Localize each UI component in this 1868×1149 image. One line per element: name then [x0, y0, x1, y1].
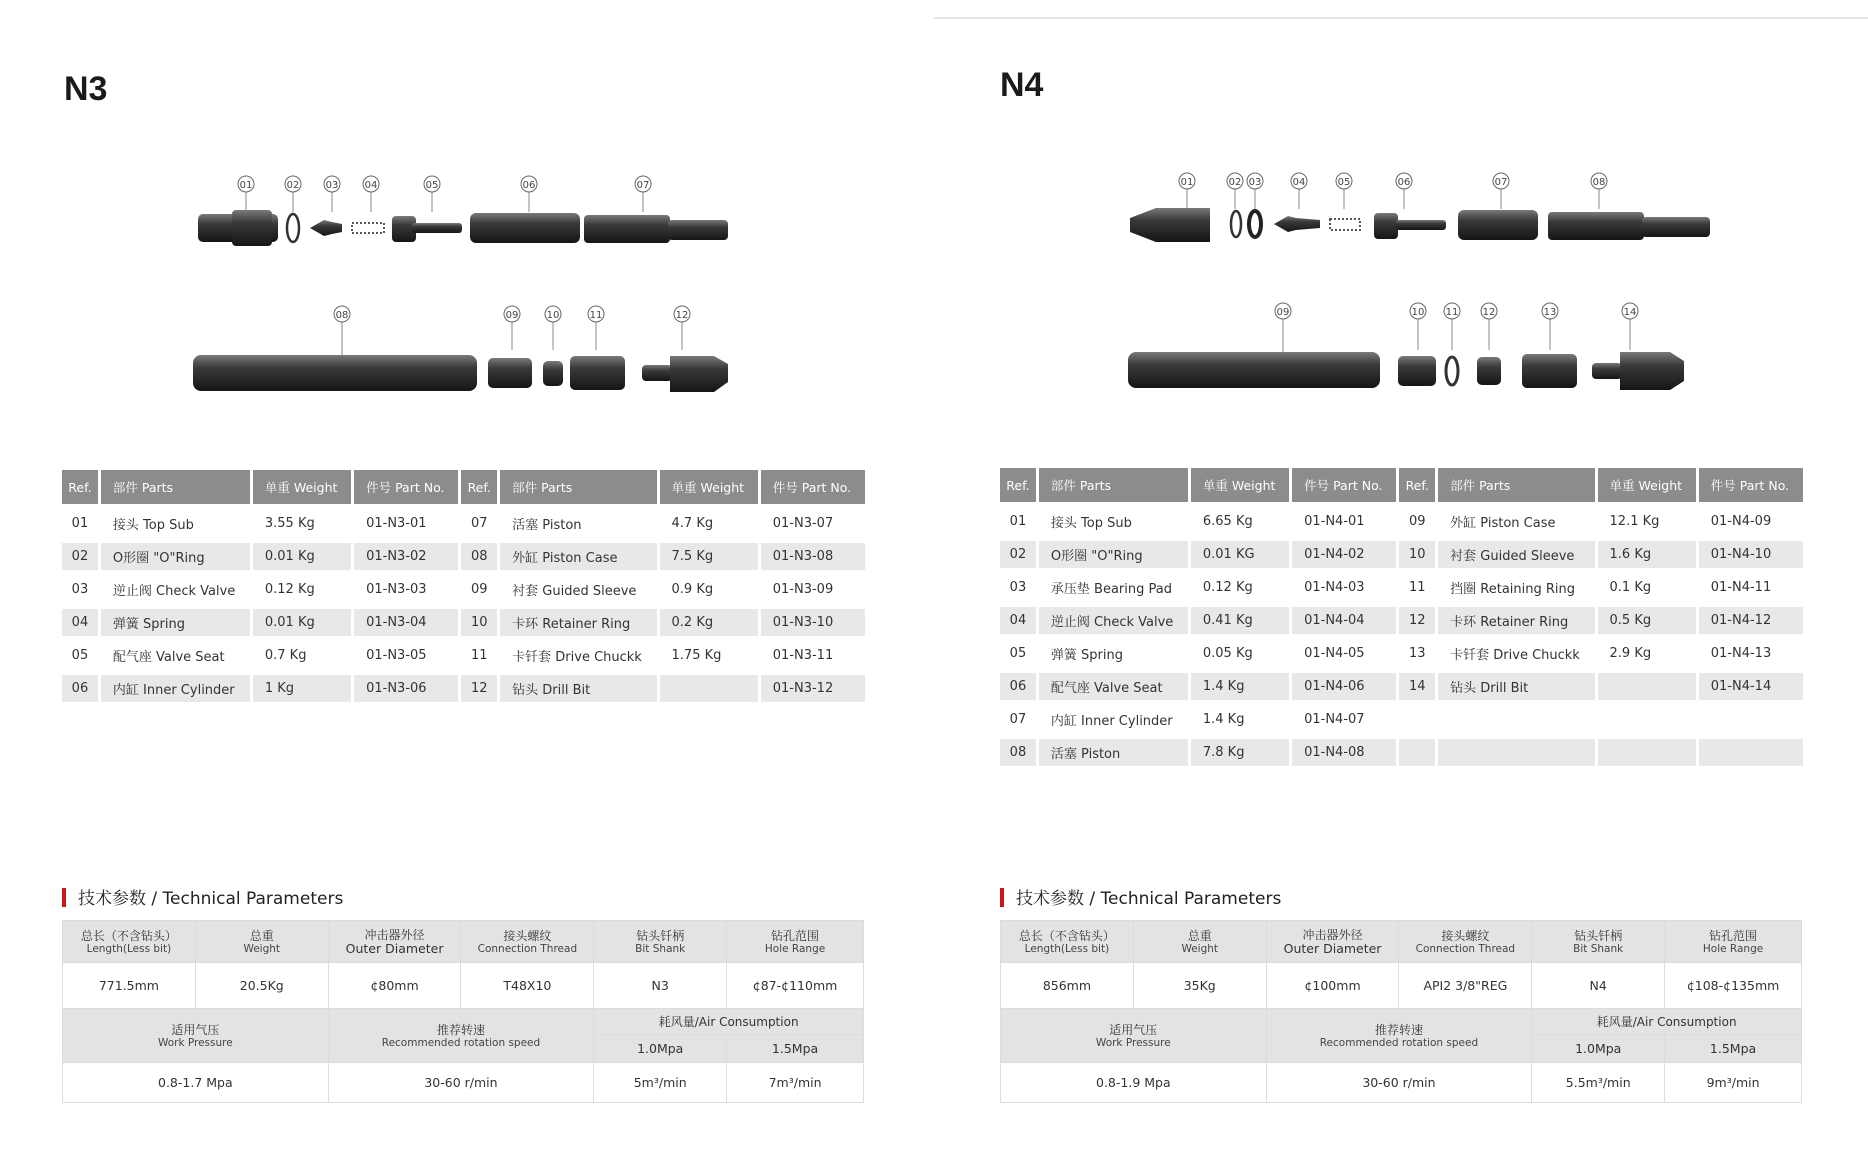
cell-part: 挡圈 Retaining Ring [1450, 582, 1576, 597]
val-bit-shank: N4 [1532, 963, 1665, 1009]
cell-part [1438, 739, 1594, 766]
svg-text:03: 03 [1248, 177, 1262, 188]
svg-text:12: 12 [1482, 307, 1496, 318]
accent-bar [62, 888, 66, 907]
cell-ref: 01 [1009, 514, 1027, 529]
n3-part-08-piston-case [193, 355, 477, 391]
cell-weight: 0.01 KG [1191, 541, 1289, 568]
svg-text:05: 05 [425, 180, 439, 191]
n4-parts-table [997, 462, 1806, 772]
n4-part-13-drive-chuck [1522, 354, 1577, 388]
svg-text:07: 07 [1494, 177, 1508, 188]
cell-ref: 05 [71, 648, 89, 663]
val-rotation-speed: 30-60 r/min [328, 1063, 594, 1103]
n4-part-11-retaining-ring [1446, 357, 1458, 385]
n3-part-10-retainer-ring [543, 361, 563, 386]
cell-partno: 01-N3-06 [354, 675, 458, 702]
table-row [1000, 673, 1803, 700]
cell-partno: 01-N4-09 [1710, 514, 1772, 529]
th-bit-shank: 钻头钎柄 Bit Shank [594, 921, 727, 963]
th-bit-shank: 钻头钎柄 Bit Shank [1532, 921, 1665, 963]
cell-part: 活塞 Piston [512, 518, 582, 533]
val-weight: 35Kg [1133, 963, 1266, 1009]
n4-callout-01 [1179, 173, 1195, 189]
val-bit-shank: N3 [594, 963, 727, 1009]
cell-ref: 09 [1408, 514, 1426, 529]
th-connection-thread: 接头螺纹 Connection Thread [1399, 921, 1532, 963]
cell-ref: 07 [1009, 712, 1027, 727]
n4-callout-06 [1396, 173, 1412, 189]
val-work-pressure: 0.8-1.9 Mpa [1001, 1063, 1267, 1103]
th-rotation-speed: 推荐转速 Recommended rotation speed [1266, 1009, 1532, 1063]
col-parts: 部件 Parts [101, 470, 250, 504]
val-hole-range: ¢108-¢135mm [1665, 963, 1802, 1009]
table-row [1000, 508, 1803, 535]
cell-ref: 05 [1009, 646, 1027, 661]
n3-tech-header [63, 921, 864, 963]
cell-weight: 0.2 Kg [660, 609, 758, 636]
cell-part: 钻头 Drill Bit [1438, 673, 1594, 700]
cell-part: 内缸 Inner Cylinder [101, 675, 250, 702]
cell-part: O形圈 "O"Ring [101, 543, 250, 570]
val-work-pressure: 0.8-1.7 Mpa [63, 1063, 329, 1103]
cell-weight: 0.05 Kg [1202, 646, 1253, 661]
n3-tech-table [62, 920, 864, 1103]
n4-title: N4 [1000, 66, 1044, 104]
svg-text:01: 01 [1180, 177, 1194, 188]
cell-part: 接头 Top Sub [112, 518, 194, 533]
svg-text:07: 07 [636, 180, 650, 191]
svg-text:08: 08 [1592, 177, 1606, 188]
n3-callout-05 [424, 176, 440, 192]
n3-parts-header [62, 470, 865, 504]
cell-partno: 01-N4-02 [1292, 541, 1396, 568]
svg-text:10: 10 [1411, 307, 1425, 318]
cell-weight: 6.65 Kg [1202, 514, 1253, 529]
n4-tech-values2 [1001, 1063, 1802, 1103]
col-ref: Ref. [1399, 468, 1435, 502]
n4-callout-03 [1247, 173, 1263, 189]
th-air-consumption: 耗风量/Air Consumption [1532, 1009, 1802, 1035]
svg-text:06: 06 [522, 180, 536, 191]
val-air-2: 9m³/min [1665, 1063, 1802, 1103]
n3-callout-10 [545, 306, 561, 322]
val-connection-thread: API2 3/8"REG [1399, 963, 1532, 1009]
col-weight: 单重 Weight [660, 470, 758, 504]
n3-tech-values [63, 963, 864, 1009]
cell-ref: 12 [1399, 607, 1435, 634]
cell-part: 弹簧 Spring [1050, 648, 1123, 663]
svg-text:11: 11 [589, 310, 603, 321]
table-row [1000, 574, 1803, 601]
th-connection-thread: 接头螺纹 Connection Thread [461, 921, 594, 963]
cell-part: 卡钎套 Drive Chuckk [1450, 648, 1580, 663]
val-air-1: 5m³/min [594, 1063, 727, 1103]
col-parts: 部件 Parts [1039, 468, 1188, 502]
table-row [1000, 739, 1803, 766]
table-row [62, 543, 865, 570]
cell-weight: 0.41 Kg [1191, 607, 1289, 634]
cell-partno: 01-N3-02 [354, 543, 458, 570]
n4-part-03-bearing-pad [1249, 211, 1261, 237]
th-air-consumption: 耗风量/Air Consumption [594, 1009, 864, 1035]
cell-ref [1399, 739, 1435, 766]
n3-callout-07 [635, 176, 651, 192]
n4-part-04-check-valve [1274, 216, 1320, 232]
svg-text:04: 04 [1292, 177, 1306, 188]
col-partno: 件号 Part No. [1292, 468, 1396, 502]
cell-part: 逆止阀 Check Valve [1039, 607, 1188, 634]
cell-ref: 13 [1408, 646, 1426, 661]
cell-weight [1598, 739, 1696, 766]
cell-partno: 01-N3-04 [354, 609, 458, 636]
cell-weight: 0.12 Kg [1202, 580, 1253, 595]
svg-text:14: 14 [1623, 307, 1637, 318]
cell-weight: 3.55 Kg [264, 516, 315, 531]
col-weight: 单重 Weight [253, 470, 351, 504]
n4-callout-09 [1275, 303, 1291, 319]
cell-ref: 08 [461, 543, 497, 570]
n3-exploded-diagram [0, 160, 934, 400]
cell-ref: 10 [461, 609, 497, 636]
th-work-pressure: 适用气压 Work Pressure [1001, 1009, 1267, 1063]
svg-text:09: 09 [505, 310, 519, 321]
n3-tech-values2 [63, 1063, 864, 1103]
cell-part: 外缸 Piston Case [500, 543, 656, 570]
n4-callout-02 [1227, 173, 1243, 189]
cell-partno: 01-N3-05 [366, 648, 427, 663]
cell-weight: 0.5 Kg [1598, 607, 1696, 634]
cell-partno: 01-N3-11 [772, 648, 834, 663]
cell-part: 内缸 Inner Cylinder [1050, 714, 1173, 729]
cell-ref: 14 [1399, 673, 1435, 700]
n3-part-11-drive-chuck [570, 356, 625, 390]
cell-ref: 12 [461, 675, 497, 702]
table-row [1000, 541, 1803, 568]
n3-part-06-inner-cylinder [470, 213, 580, 243]
n4-part-01-top-sub [1130, 208, 1210, 242]
cell-part: 接头 Top Sub [1050, 516, 1132, 531]
n4-panel [934, 0, 1868, 1149]
n4-tech-title [1000, 884, 1281, 909]
n3-callout-01 [238, 176, 254, 192]
th-pressure-1: 1.0Mpa [1532, 1035, 1665, 1063]
val-hole-range: ¢87-¢110mm [727, 963, 864, 1009]
svg-text:13: 13 [1543, 307, 1557, 318]
n3-part-02-o-ring [287, 214, 299, 242]
val-weight: 20.5Kg [195, 963, 328, 1009]
n4-callout-14 [1622, 303, 1638, 319]
n3-callout-11 [588, 306, 604, 322]
table-row [62, 576, 865, 603]
cell-ref: 02 [1000, 541, 1036, 568]
cell-partno: 01-N4-05 [1304, 646, 1365, 661]
cell-partno: 01-N4-01 [1304, 514, 1365, 529]
n4-part-12-retainer-ring [1477, 357, 1501, 385]
n4-tech-header [1001, 921, 1802, 963]
cell-ref: 03 [1009, 580, 1027, 595]
col-weight: 单重 Weight [1191, 468, 1289, 502]
cell-ref: 10 [1399, 541, 1435, 568]
cell-part: 活塞 Piston [1039, 739, 1188, 766]
n4-part-09-piston-case [1128, 352, 1380, 388]
th-length: 总长（不含钻头） Length(Less bit) [63, 921, 196, 963]
cell-partno: 01-N3-09 [772, 582, 834, 597]
cell-part: 衬套 Guided Sleeve [1438, 541, 1594, 568]
cell-part: 承压垫 Bearing Pad [1050, 582, 1172, 597]
svg-text:12: 12 [675, 310, 689, 321]
n3-tech-title-text: 技术参数 / Technical Parameters [78, 889, 344, 909]
cell-ref: 06 [62, 675, 98, 702]
cell-ref: 01 [71, 516, 89, 531]
cell-part: O形圈 "O"Ring [1039, 541, 1188, 568]
n4-part-10-guided-sleeve [1398, 356, 1436, 386]
svg-text:08: 08 [335, 310, 349, 321]
cell-partno: 01-N4-04 [1292, 607, 1396, 634]
val-connection-thread: T48X10 [461, 963, 594, 1009]
val-air-1: 5.5m³/min [1532, 1063, 1665, 1103]
cell-partno: 01-N3-12 [761, 675, 865, 702]
n4-callout-07 [1493, 173, 1509, 189]
cell-weight: 7.5 Kg [660, 543, 758, 570]
cell-weight: 2.9 Kg [1609, 646, 1652, 661]
n3-callout-03 [324, 176, 340, 192]
n4-exploded-diagram [934, 160, 1868, 400]
cell-weight: 0.01 Kg [253, 543, 351, 570]
n4-callout-11 [1444, 303, 1460, 319]
n3-callout-09 [504, 306, 520, 322]
n3-callout-04 [363, 176, 379, 192]
n4-part-02-o-ring [1231, 211, 1241, 237]
table-row [1000, 706, 1803, 733]
val-length: 771.5mm [63, 963, 196, 1009]
th-outer-diameter: 冲击器外径 Outer Diameter [1266, 921, 1399, 963]
n3-part-09-guided-sleeve [488, 358, 532, 388]
n4-part-05-spring [1330, 219, 1360, 230]
cell-partno: 01-N4-03 [1304, 580, 1365, 595]
col-ref: Ref. [1000, 468, 1036, 502]
cell-ref: 04 [1000, 607, 1036, 634]
col-partno: 件号 Part No. [1699, 468, 1803, 502]
table-row [62, 609, 865, 636]
n4-part-14-drill-bit [1592, 352, 1684, 390]
cell-weight: 4.7 Kg [671, 516, 714, 531]
svg-text:10: 10 [546, 310, 560, 321]
n4-part-08-piston [1548, 212, 1710, 240]
val-outer-diameter: ¢80mm [328, 963, 461, 1009]
cell-part: 配气座 Valve Seat [112, 650, 225, 665]
col-ref: Ref. [62, 470, 98, 504]
n4-tech-title-text: 技术参数 / Technical Parameters [1016, 889, 1282, 909]
cell-weight [1598, 673, 1696, 700]
n3-part-07-piston [584, 215, 728, 243]
cell-partno: 01-N4-06 [1292, 673, 1396, 700]
n3-callout-02 [285, 176, 301, 192]
th-pressure-2: 1.5Mpa [1665, 1035, 1802, 1063]
cell-weight: 1.4 Kg [1191, 673, 1289, 700]
th-rotation-speed: 推荐转速 Recommended rotation speed [328, 1009, 594, 1063]
table-row [1000, 607, 1803, 634]
cell-part: 衬套 Guided Sleeve [512, 584, 637, 599]
cell-partno: 01-N3-10 [761, 609, 865, 636]
th-work-pressure: 适用气压 Work Pressure [63, 1009, 329, 1063]
cell-weight: 1.4 Kg [1202, 712, 1245, 727]
n3-part-12-drill-bit [642, 356, 728, 392]
cell-ref: 03 [71, 582, 89, 597]
col-ref: Ref. [461, 470, 497, 504]
svg-text:06: 06 [1397, 177, 1411, 188]
cell-part: 配气座 Valve Seat [1039, 673, 1188, 700]
n4-tech-table [1000, 920, 1802, 1103]
svg-text:01: 01 [239, 180, 253, 191]
val-rotation-speed: 30-60 r/min [1266, 1063, 1532, 1103]
n3-tech-header2 [63, 1009, 864, 1035]
cell-weight [660, 675, 758, 702]
n4-callout-05 [1336, 173, 1352, 189]
cell-partno: 01-N4-10 [1699, 541, 1803, 568]
cell-weight: 0.12 Kg [264, 582, 315, 597]
cell-partno: 01-N3-08 [761, 543, 865, 570]
n3-tech-title [62, 884, 343, 909]
cell-partno [1699, 739, 1803, 766]
cell-partno: 01-N3-07 [772, 516, 834, 531]
col-partno: 件号 Part No. [354, 470, 458, 504]
cell-weight: 7.8 Kg [1191, 739, 1289, 766]
n4-callout-13 [1542, 303, 1558, 319]
svg-text:11: 11 [1445, 307, 1459, 318]
th-outer-diameter: 冲击器外径 Outer Diameter [328, 921, 461, 963]
cell-partno: 01-N4-13 [1710, 646, 1772, 661]
cell-weight: 12.1 Kg [1609, 514, 1660, 529]
cell-weight: 1 Kg [253, 675, 351, 702]
cell-weight: 0.1 Kg [1609, 580, 1652, 595]
cell-part: 弹簧 Spring [101, 609, 250, 636]
cell-partno: 01-N4-12 [1699, 607, 1803, 634]
cell-ref: 11 [1408, 580, 1426, 595]
svg-text:03: 03 [325, 180, 339, 191]
th-pressure-1: 1.0Mpa [594, 1035, 727, 1063]
cell-ref: 11 [470, 648, 488, 663]
n4-part-07-inner-cylinder [1458, 210, 1538, 240]
cell-weight: 0.01 Kg [253, 609, 351, 636]
svg-text:02: 02 [1228, 177, 1242, 188]
n3-part-04-spring [352, 223, 384, 233]
accent-bar [1000, 888, 1004, 907]
val-outer-diameter: ¢100mm [1266, 963, 1399, 1009]
cell-weight: 1.75 Kg [671, 648, 722, 663]
n3-callout-06 [521, 176, 537, 192]
n3-part-03-check-valve [310, 220, 342, 236]
n4-callout-08 [1591, 173, 1607, 189]
n3-callout-12 [674, 306, 690, 322]
cell-partno: 01-N3-01 [366, 516, 427, 531]
cell-ref: 09 [470, 582, 488, 597]
col-parts: 部件 Parts [1438, 468, 1594, 502]
cell-partno: 01-N4-07 [1304, 712, 1365, 727]
th-hole-range: 钻孔范围 Hole Range [1665, 921, 1802, 963]
col-weight: 单重 Weight [1598, 468, 1696, 502]
n3-part-05-valve-seat [392, 216, 462, 242]
n4-callout-04 [1291, 173, 1307, 189]
cell-part: 钻头 Drill Bit [500, 675, 656, 702]
cell-part: 卡钎套 Drive Chuckk [512, 650, 642, 665]
cell-ref [1399, 706, 1435, 733]
n3-part-01-top-sub [198, 210, 278, 246]
cell-part: 逆止阀 Check Valve [112, 584, 236, 599]
cell-partno [1699, 706, 1803, 733]
n4-tech-values [1001, 963, 1802, 1009]
n4-callout-12 [1481, 303, 1497, 319]
n4-parts-header [1000, 468, 1803, 502]
cell-partno: 01-N4-11 [1710, 580, 1772, 595]
val-length: 856mm [1001, 963, 1134, 1009]
cell-part: 卡环 Retainer Ring [500, 609, 656, 636]
table-row [1000, 640, 1803, 667]
cell-ref: 08 [1000, 739, 1036, 766]
val-air-2: 7m³/min [727, 1063, 864, 1103]
cell-partno: 01-N4-14 [1699, 673, 1803, 700]
n4-part-06-valve-seat [1374, 213, 1446, 239]
svg-text:04: 04 [364, 180, 378, 191]
table-row [62, 510, 865, 537]
cell-ref: 07 [470, 516, 488, 531]
col-parts: 部件 Parts [500, 470, 656, 504]
cell-part: 外缸 Piston Case [1450, 516, 1556, 531]
cell-ref: 06 [1000, 673, 1036, 700]
n4-callout-10 [1410, 303, 1426, 319]
col-partno: 件号 Part No. [761, 470, 865, 504]
th-length: 总长（不含钻头） Length(Less bit) [1001, 921, 1134, 963]
cell-partno: 01-N3-03 [366, 582, 427, 597]
cell-weight: 0.7 Kg [264, 648, 307, 663]
th-hole-range: 钻孔范围 Hole Range [727, 921, 864, 963]
th-pressure-2: 1.5Mpa [727, 1035, 864, 1063]
cell-ref: 02 [62, 543, 98, 570]
svg-text:05: 05 [1337, 177, 1351, 188]
n3-title: N3 [64, 70, 108, 108]
n3-callout-08 [334, 306, 350, 322]
svg-text:09: 09 [1276, 307, 1290, 318]
th-weight: 总重 Weight [195, 921, 328, 963]
cell-part [1438, 706, 1594, 733]
cell-part: 卡环 Retainer Ring [1438, 607, 1594, 634]
cell-weight: 0.9 Kg [671, 582, 714, 597]
cell-weight [1598, 706, 1696, 733]
table-row [62, 675, 865, 702]
th-weight: 总重 Weight [1133, 921, 1266, 963]
cell-partno: 01-N4-08 [1292, 739, 1396, 766]
table-row [62, 642, 865, 669]
cell-weight: 1.6 Kg [1598, 541, 1696, 568]
n3-parts-table [59, 464, 868, 708]
svg-text:02: 02 [286, 180, 300, 191]
n4-tech-header2 [1001, 1009, 1802, 1035]
cell-ref: 04 [62, 609, 98, 636]
